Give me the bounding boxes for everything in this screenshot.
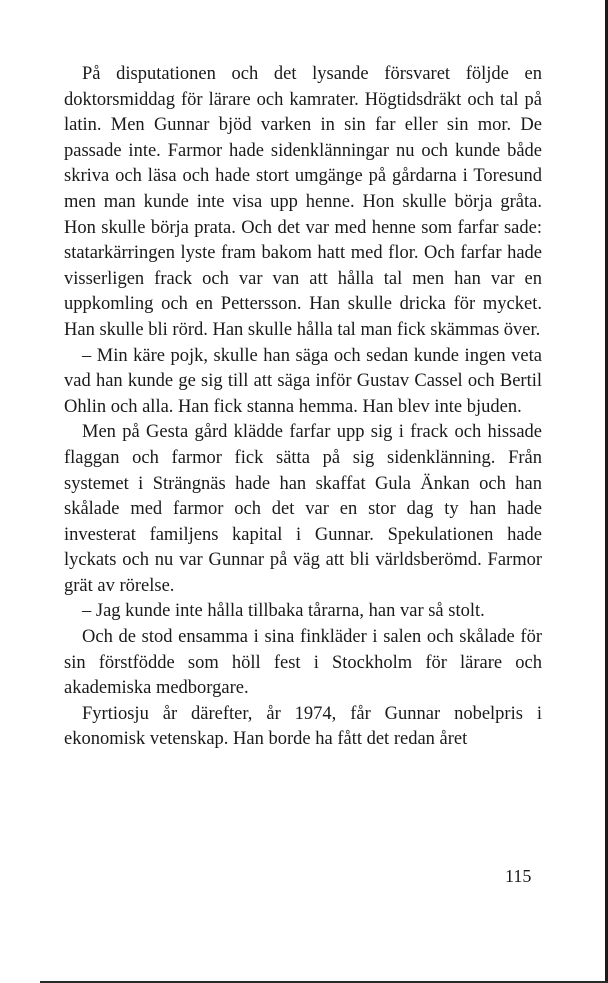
paragraph: – Jag kunde inte hålla tillbaka tårarna, han var så stolt.	[82, 601, 485, 622]
paragraph: Och de stod ensamma i sina finkläder i salen och skålade för sin förstfödde som höll fest i Stockholm för lärare och akademiska medborgare.	[64, 627, 542, 699]
paragraph: – Min käre pojk, skulle han säga och sedan kunde ingen veta vad han kunde ge sig till att säga inför Gustav Cassel och Bertil Ohlin och alla. Han fick stanna hemma. Han blev inte bjuden.	[64, 345, 542, 417]
body-text	[64, 62, 542, 753]
paragraph: Men på Gesta gård klädde farfar upp sig i frack och hissade flaggan och farmor fick sätta på sig sidenklänning. Från systemet i Strängnäs hade han skaffat Gula Änkan och han skålade med farmor och det var en stor dag ty han hade investerat familjens kapital i Gunnar. Spekulationen hade lyckats och nu var Gunnar på väg att bli världsberömd. Farmor grät av rörelse.	[64, 422, 542, 596]
paragraph: Fyrtiosju år därefter, år 1974, får Gunnar nobelpris i ekonomisk vetenskap. Han borde ha fått det redan året	[64, 703, 542, 750]
paragraph: På disputationen och det lysande försvaret följde en doktorsmiddag för lärare och kamrater. Högtidsdräkt och tal på latin. Men Gunnar bjöd varken in sin far eller sin mor. De passade inte. Farmor hade sidenklänningar nu och kunde både skriva och läsa och hade stort umgänge på gårdarna i Toresund men man kunde inte visa upp henne. Hon skulle börja gråta. Hon skulle börja prata. Och det var med henne som farfar sade: statarkärringen lyste fram bakom hatt med flor. Och farfar hade visserligen frack och var van att hålla tal men han var en uppkomling och en Pettersson. Han skulle dricka för mycket. Han skulle bli rörd. Han skulle hålla tal man fick skämmas över.	[64, 64, 542, 340]
page-number: 115	[505, 866, 532, 886]
